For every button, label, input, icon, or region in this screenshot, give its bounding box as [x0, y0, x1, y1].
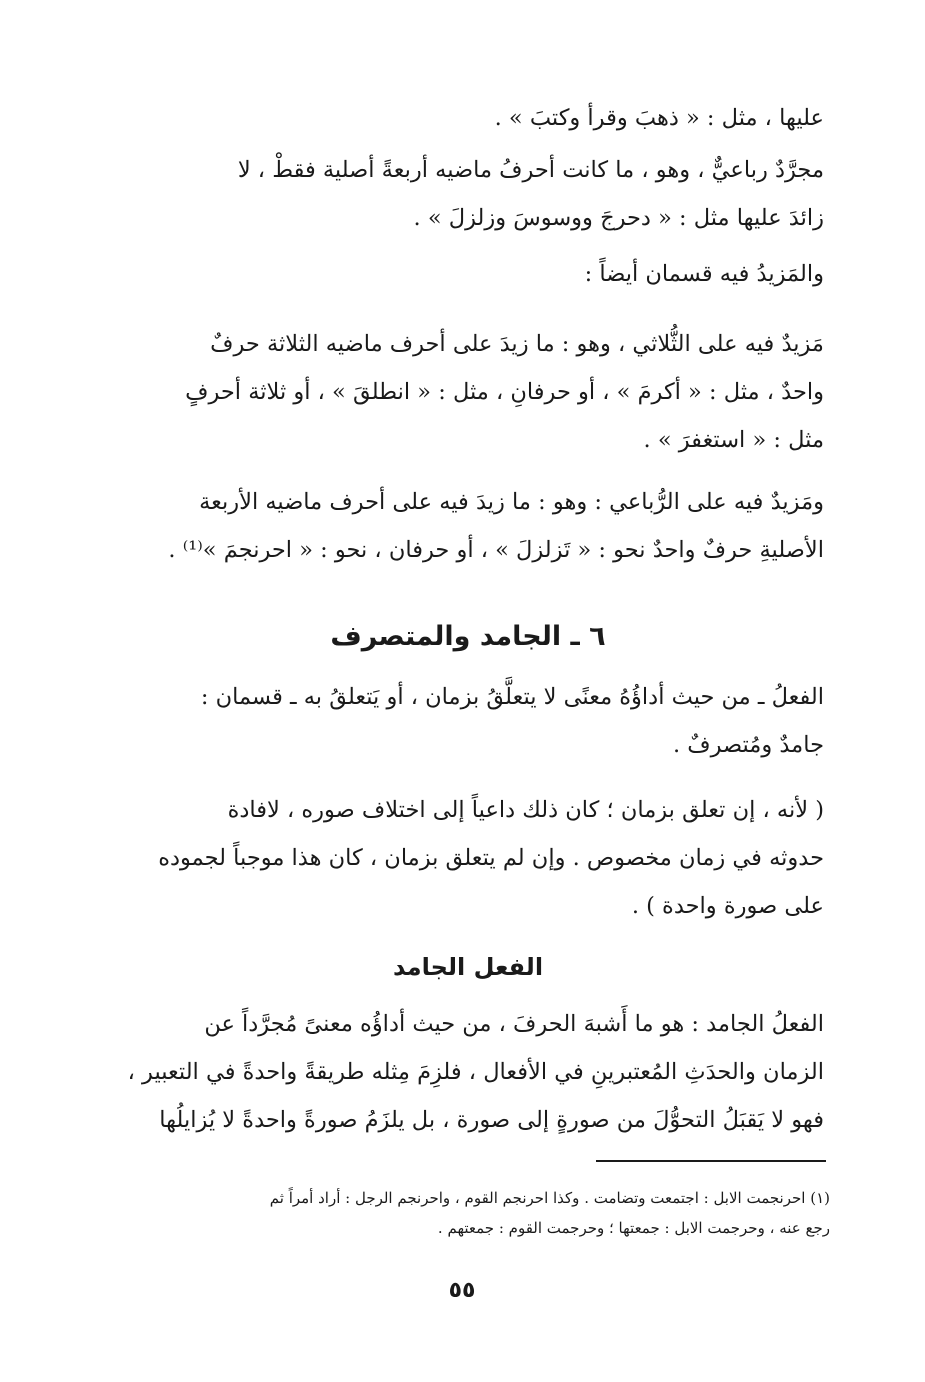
text-line: على صورة واحدة ) . — [631, 893, 824, 919]
text-line: زائدَ عليها مثل : « دحرجَ ووسوسَ وزلزلَ » . — [413, 205, 824, 231]
paragraph-verb-types — [112, 94, 824, 298]
page-number: ٥٥ — [448, 1278, 476, 1303]
paragraph-explanation — [112, 786, 824, 930]
text-line: الفعلُ ـ من حيث أداؤُهُ معنًى لا يتعلَّقُ بزمان ، أو يَتعلقُ به ـ قسمان : — [200, 684, 824, 710]
text-line: فهو لا يَقبَلُ التحوُّلَ من صورةٍ إلى صورة ، بل يلزَمُ صورةً واحدةً لا يُزايلُها — [159, 1107, 824, 1133]
text-line: الفعلُ الجامد : هو ما أَشبهَ الحرفَ ، من حيث أداؤُه معنىً مُجرَّداً عن — [204, 1011, 824, 1037]
text-line: ومَزيدٌ فيه على الرُّباعي : وهو : ما زيدَ فيه على أحرف ماضيه الأربعة — [199, 489, 824, 515]
subsection-heading: الفعل الجامد — [392, 953, 544, 981]
footnote — [112, 1183, 830, 1243]
section-heading: ٦ ـ الجامد والمتصرف — [330, 621, 606, 652]
paragraph-rigid-verb — [112, 1000, 824, 1144]
text-line: مجرَّدٌ رباعيٌّ ، وهو ، ما كانت أحرفُ ماضيه أربعةً أصلية فقطْ ، لا — [237, 157, 824, 183]
paragraph-augmented-quadriliteral — [112, 478, 824, 574]
text-line: الأصليةِ حرفٌ واحدٌ نحو : « تَزلزلَ » ، أو حرفان ، نحو : « احرنجمَ »⁽¹⁾ . — [168, 537, 824, 563]
text-line: والمَزيدُ فيه قسمان أيضاً : — [584, 261, 824, 287]
footnote-line: رجع عنه ، وحرجمت الابل : جمعتها ؛ وحرجمت القوم : جمعتهم . — [437, 1219, 830, 1237]
text-line: جامدٌ ومُتصرفٌ . — [672, 732, 824, 758]
footnote-line: (١) احرنجمت الابل : اجتمعت وتضامت . وكذا احرنجم القوم ، واحرنجم الرجل : أراد أمراً ثم — [269, 1189, 830, 1207]
text-line: حدوثه في زمان مخصوص . وإن لم يتعلق بزمان ، كان هذا موجباً لجموده — [158, 845, 824, 871]
paragraph-verb-division — [112, 673, 824, 769]
text-line: مَزيدٌ فيه على الثُّلاثي ، وهو : ما زيدَ على أحرف ماضيه الثلاثة حرفٌ — [210, 331, 824, 357]
text-line: عليها ، مثل : « ذهبَ وقرأ وكتبَ » . — [494, 105, 824, 131]
text-line: واحدٌ ، مثل : « أكرمَ » ، أو حرفانِ ، مثل : « انطلقَ » ، أو ثلاثة أحرفٍ — [185, 379, 824, 405]
text-line: ( لأنه ، إن تعلق بزمان ؛ كان ذلك داعياً إلى اختلاف صوره ، لافادة — [227, 797, 824, 823]
text-line: مثل : « استغفرَ » . — [643, 427, 824, 453]
text-line: الزمان والحدَثِ المُعتبرينِ في الأفعال ، فلزِمَ مِثله طريقةً واحدةً في التعبير ، — [127, 1059, 824, 1085]
paragraph-augmented-triliteral — [112, 320, 824, 464]
footnote-divider — [596, 1160, 826, 1162]
